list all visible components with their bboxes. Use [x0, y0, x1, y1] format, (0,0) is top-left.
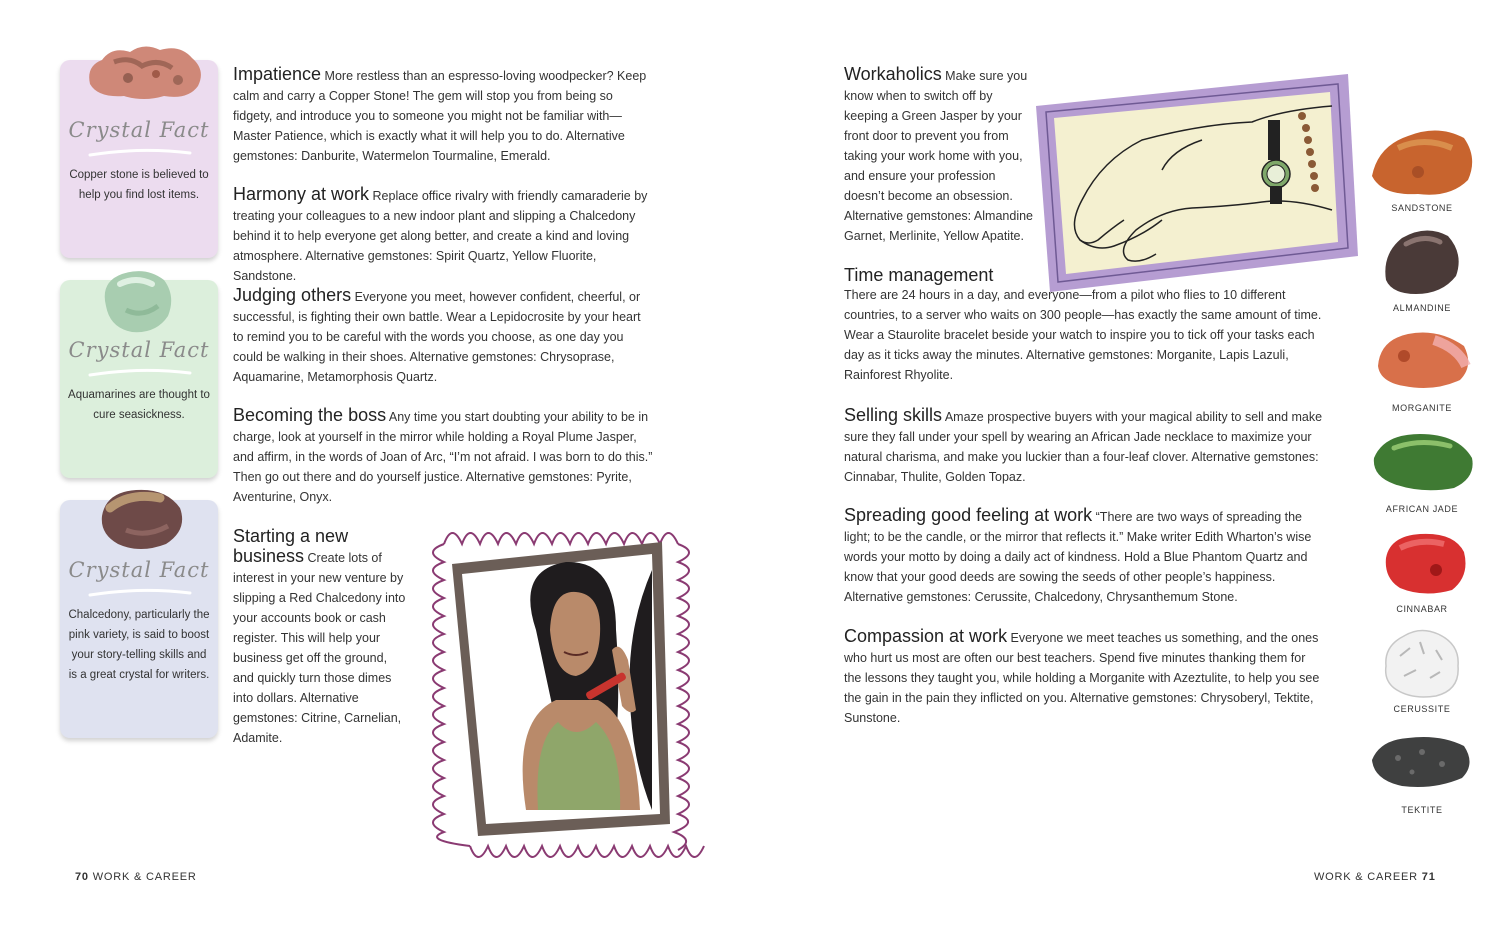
entry-body: More restless than an espresso-loving woodpecker? Keep calm and carry a Copper Stone! The gem will stop you from being so fidgety, and introduce you to someone you might not be familiar with—Master Patience, which is exactly what it will help you to do. Alternative gemstones: Danburite, Watermelon Tourmaline, Emerald.	[233, 69, 647, 163]
gem-label: TEKTITE	[1401, 805, 1443, 815]
page-footer-left	[75, 871, 197, 883]
crystal-fact-text: Copper stone is believed to help you find lost items.	[69, 169, 209, 201]
wrist-watch-illustration	[1032, 70, 1362, 296]
entry-harmony-at-work	[233, 184, 653, 286]
entry-becoming-the-boss	[233, 405, 657, 507]
page-number: 70	[75, 871, 89, 883]
cerussite-image	[1380, 626, 1464, 700]
gem-label: CERUSSITE	[1393, 704, 1451, 714]
crystal-fact-title: Crystal Fact	[68, 118, 210, 142]
entry-body: Create lots of interest in your new venture by slipping a Red Chalcedony into your accounts book or cash register. This will help your business get off the ground, and quickly turn those dimes into dollars. Alternative gemstones: Citrine, Carnelian, Adamite.	[233, 551, 406, 745]
entry-heading: Starting a new	[233, 526, 349, 546]
mirror-woman-illustration	[416, 510, 716, 876]
crystal-fact-text: Aquamarines are thought to cure seasickness.	[68, 389, 210, 421]
entry-heading: Time management	[844, 265, 994, 285]
gem-label: MORGANITE	[1392, 403, 1452, 413]
entry-selling-skills	[844, 405, 1324, 487]
entry-body: Everyone we meet teaches us something, and the ones who hurt us most are often our best teachers. Spend five minutes thanking them for the lessons they taught you, while holding a Morganite with Azeztulite, to help you see the gain in the pain they inflicted on you. Alternative gemstones: Chrysoberyl, Tektite, Sunstone.	[844, 631, 1320, 725]
section-name: WORK & CAREER	[92, 871, 197, 883]
entry-body: Everyone you meet, however confident, cheerful, or successful, is fighting their own battle. Wear a Lepidocrosite by your heart to remind you to be careful with the words you choose, as one day you could be walking in their shoes. Alternative gemstones: Chrysoprase, Aquamarine, Metamorphosis Quartz.	[233, 290, 641, 384]
entry-heading: Becoming the boss	[233, 405, 387, 425]
entry-starting-a-new-business	[233, 526, 411, 748]
entry-compassion-at-work	[844, 626, 1320, 728]
swash-ornament-icon	[88, 148, 192, 158]
cinnabar-image	[1380, 528, 1470, 598]
entry-heading: Impatience	[233, 64, 322, 84]
aquamarine-stone-image	[96, 266, 176, 336]
entry-time-management	[844, 265, 1334, 385]
entry-heading: Spreading good feeling at work	[844, 505, 1093, 525]
entry-heading: Harmony at work	[233, 184, 370, 204]
chalcedony-stone-image	[96, 486, 186, 552]
gem-label: ALMANDINE	[1393, 303, 1451, 313]
almandine-image	[1380, 224, 1464, 296]
entry-heading: Compassion at work	[844, 626, 1008, 646]
entry-judging-others	[233, 285, 653, 387]
gem-label: SANDSTONE	[1391, 203, 1453, 213]
page-footer-right	[1314, 871, 1436, 883]
morganite-image	[1374, 326, 1474, 392]
entry-body: Amaze prospective buyers with your magical ability to sell and make sure they fall under your spell by wearing an African Jade necklace to maximize your natural charisma, and make you luckier than a four-leaf clover. Alternative gemstones: Cinnabar, Thulite, Golden Topaz.	[844, 410, 1323, 484]
entry-impatience	[233, 64, 653, 166]
copper-stone-image	[84, 40, 206, 102]
entry-heading: Selling skills	[844, 405, 943, 425]
swash-ornament-icon	[88, 588, 192, 598]
entry-workaholics	[844, 64, 1034, 246]
entry-heading-continued: business	[233, 546, 305, 566]
page-number: 71	[1421, 871, 1436, 883]
entry-spreading-good-feeling	[844, 505, 1320, 607]
crystal-fact-title: Crystal Fact	[68, 338, 210, 362]
entry-heading: Judging others	[233, 285, 352, 305]
entry-body: “There are two ways of spreading the light; to be the candle, or the mirror that reflects it.” Make writer Edith Wharton’s wise words your motto by doing a daily act of kindness. Hold a Blue Phantom Quartz and know that your good deeds are sowing the seeds of other people’s happiness. Alternative gemstones: Cerussite, Chalcedony, Chrysanthemum Stone.	[844, 510, 1312, 604]
entry-heading: Workaholics	[844, 64, 942, 84]
sandstone-image	[1368, 124, 1476, 200]
section-name: WORK & CAREER	[1314, 871, 1418, 883]
african-jade-image	[1370, 428, 1476, 494]
gem-label: AFRICAN JADE	[1385, 504, 1459, 514]
entry-body: Make sure you know when to switch off by keeping a Green Jasper by your front door to prevent you from taking your work home with you, and ensure your profession doesn’t become an obsession. Alternative gemstones: Almandine Garnet, Merlinite, Yellow Apatite.	[844, 69, 1033, 243]
swash-ornament-icon	[88, 368, 192, 378]
entry-body: Any time you start doubting your ability to be in charge, look at yourself in the mirror while holding a Royal Plume Jasper, and affirm, in the words of Joan of Arc, “I’m not afraid. I was born to do this.” Then go out there and do yourself justice. Alternative gemstones: Pyrite, Aventurine, Onyx.	[233, 410, 653, 504]
entry-body: Replace office rivalry with friendly camaraderie by treating your colleagues to a new indoor plant and slipping a Chalcedony behind it to help everyone get along better, and create a kind and loving atmosphere. Alternative gemstones: Spirit Quartz, Yellow Fluorite, Sandstone.	[233, 189, 648, 283]
crystal-fact-title: Crystal Fact	[68, 558, 210, 582]
entry-body: There are 24 hours in a day, and everyone—from a pilot who flies to 10 different countries, to a server who waits on 300 people—has exactly the same amount of time. Wear a Staurolite bracelet beside your watch to inspire you to tick off your tasks each day as it ticks away the minutes. Alternative gemstones: Morganite, Lapis Lazuli, Rainforest Rhyolite.	[844, 288, 1322, 382]
crystal-fact-text: Chalcedony, particularly the pink variety, is said to boost your story-telling skills and is a great crystal for writers.	[68, 609, 210, 681]
tektite-image	[1368, 730, 1474, 792]
gem-label: CINNABAR	[1396, 604, 1448, 614]
